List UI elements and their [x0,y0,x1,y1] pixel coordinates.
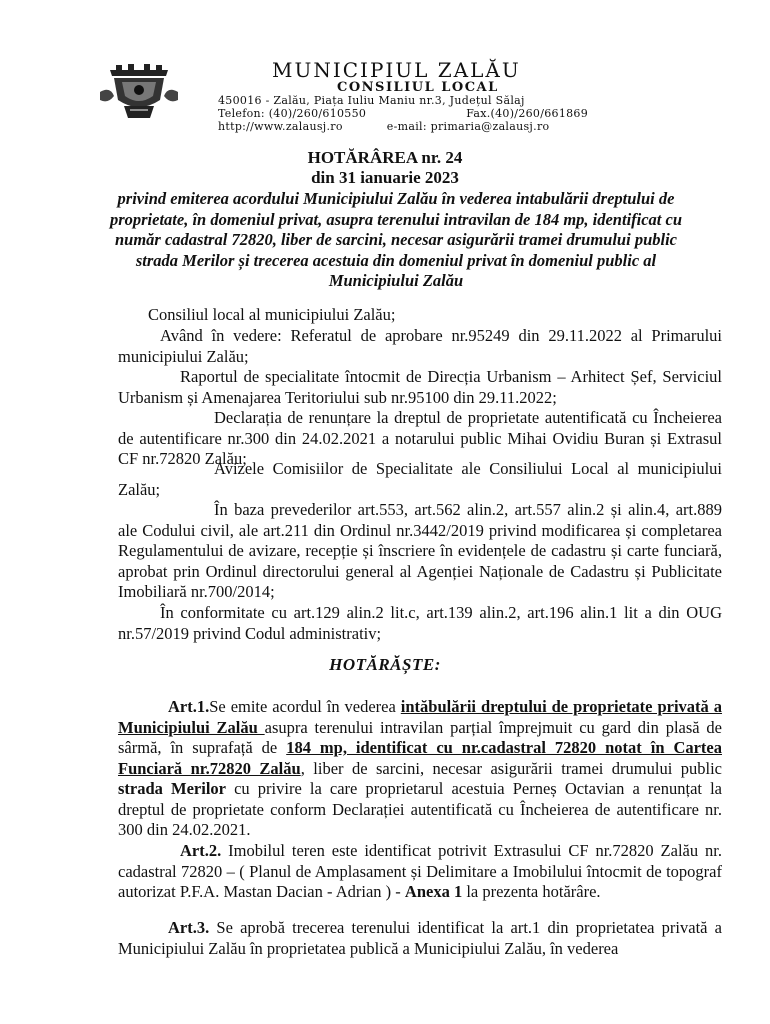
preamble-paragraph: În conformitate cu art.129 alin.2 lit.c, art.139 alin.2, art.196 alin.1 lit a din OUG nr.57/2019 privind Codul administrativ; [118,603,722,643]
contact-web-email [218,120,678,133]
website-link[interactable]: http://www.zalausj.ro [218,120,343,133]
decision-subject: privind emiterea acordului Municipiului Zalău în vederea intabulării dreptului de proprietate, în domeniul privat, asupra terenului intravilan de 184 mp, identificat cu număr cadastral 72820, liber de sarcini, necesar asigurării tramei drumului public strada Merilor și trecerea acestuia din domeniul privat în domeniul public al Municipiului Zalău [109,189,683,290]
article-text: Se aprobă trecerea terenului identificat la art.1 din proprietatea privată a Municipiului Zalău în proprietatea publică a Municipiului Zalău, în vederea [118,918,722,958]
decision-date: din 31 ianuarie 2023 [311,168,459,187]
preamble-paragraph: Consiliul local al municipiului Zalău; [148,305,396,324]
article-emphasis: strada Merilor [118,779,226,798]
decision-title: HOTĂRÂREA nr. 24 [307,148,463,167]
article-emphasis: 184 mp, identificat cu nr.cadastral 72820 notat în Cartea Funciară nr.72820 Zalău [118,738,722,778]
article-label: Art.2. [180,841,222,860]
article-1 [118,697,722,841]
preamble-paragraph: Avizele Comisiilor de Specialitate ale Consiliului Local al municipiului Zalău; [118,459,722,499]
preamble-paragraph: Declarația de renunțare la dreptul de proprietate autentificată cu Încheierea de autentificare nr.300 din 24.02.2021 a notarului public Mihai Ovidiu Buran și Extrasul CF nr.72820 Zalău; [118,408,722,468]
article-text: , liber de sarcini, necesar asigurării tramei drumului public [300,758,722,778]
preamble-paragraph: În baza prevederilor art.553, art.562 alin.2, art.557 alin.2 și alin.4, art.889 ale Codului civil, ale art.211 din Ordinul nr.3442/2019 privind modificarea și completarea Regulamentului de avizare, recepție și înscriere în evidențele de cadastru și carte funciară, aprobat prin Ordinul directorului general al Agenției Naționale de Cadastru și Publicitate Imobiliară nr.700/2014; [118,500,722,601]
article-label: Art.3. [168,918,210,937]
municipal-crest-icon [96,62,182,122]
article-text: cu privire la care proprietarul acestuia Perneș Octavian a renunțat la dreptul de proprietate conform Declarației autentificată cu Încheierea de autentificare nr. 300 din 24.02.2021. [118,779,722,839]
preamble-paragraph: Având în vedere: Referatul de aprobare nr.95249 din 29.11.2022 al Primarului municipiului Zalău; [118,326,722,366]
contact-phone-fax [218,107,678,120]
decides-heading: HOTĂRĂȘTE: [329,655,441,674]
address-line: 450016 - Zalău, Piața Iuliu Maniu nr.3, Județul Sălaj [218,94,525,107]
preamble-paragraph: Raportul de specialitate întocmit de Direcția Urbanism – Arhitect Șef, Serviciul Urbanism și Amenajarea Teritoriului sub nr.95100 din 29.11.2022; [118,367,722,407]
article-2 [118,841,722,903]
article-3 [118,918,722,959]
article-text: Imobilul teren este identificat potrivit Extrasului CF nr.72820 Zalău nr. cadastral 72820 – ( Planul de Amplasament și Delimitare a Imobilului întocmit de topograf autorizat P.F.A. Mastan Dacian - Adrian ) - [118,841,722,901]
annex-reference: Anexa 1 [404,882,463,901]
council-name: CONSILIUL LOCAL [337,80,499,95]
article-label: Art.1. [168,697,210,716]
email-link[interactable]: e-mail: primaria@zalausj.ro [386,120,550,133]
article-text: la prezenta hotărâre. [462,882,601,901]
fax-number: Fax.(40)/260/661869 [466,107,589,120]
article-text: Se emite acordul în vederea [209,697,401,716]
article-emphasis: intăbulării dreptului de proprietate privată a Municipiului Zalău [118,697,723,737]
article-text: asupra terenului intravilan parțial împrejmuit cu gard din plasă de sârmă, în suprafață de [118,717,722,757]
phone-number: Telefon: (40)/260/610550 [218,107,367,120]
municipality-name: MUNICIPIUL ZALĂU [272,58,521,82]
